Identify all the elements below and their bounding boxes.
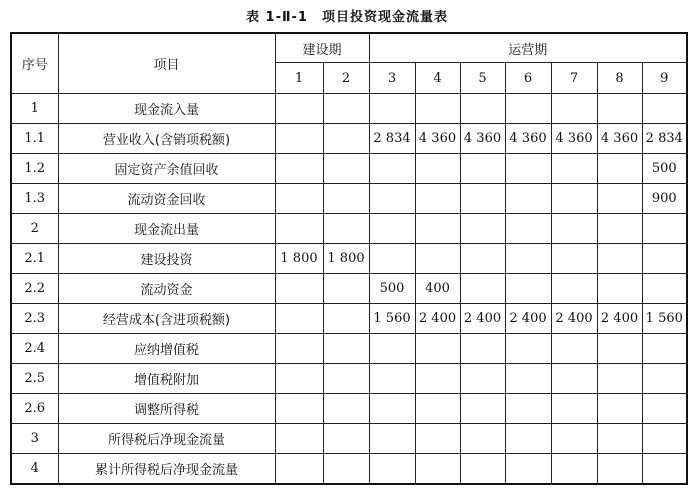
cell-value: [275, 334, 323, 364]
row-number: 1.1: [11, 124, 58, 154]
row-number: 1: [11, 94, 58, 124]
table-row: [11, 184, 687, 214]
cell-value: [597, 364, 642, 394]
cell-value: [460, 94, 505, 124]
row-number: 2: [11, 214, 58, 244]
cell-value: [551, 454, 597, 485]
cell-value: [275, 394, 323, 424]
cell-value: [505, 364, 551, 394]
cell-value: [369, 364, 415, 394]
cell-value: [642, 424, 687, 454]
cell-value: [275, 154, 323, 184]
cell-value: [275, 184, 323, 214]
table-row: [11, 394, 687, 424]
header-year: 6: [505, 63, 551, 94]
cell-value: 4 360: [505, 124, 551, 154]
row-item-name: 经营成本(含进项税额): [58, 304, 275, 334]
cell-value: 900: [642, 184, 687, 214]
header-year: 3: [369, 63, 415, 94]
row-number: 1.2: [11, 154, 58, 184]
header-construction-period: 建设期: [275, 33, 369, 63]
cell-value: [369, 394, 415, 424]
cell-value: [460, 334, 505, 364]
cell-value: [369, 244, 415, 274]
cell-value: [597, 424, 642, 454]
cell-value: [460, 364, 505, 394]
row-item-name: 累计所得税后净现金流量: [58, 454, 275, 485]
header-year: 4: [415, 63, 460, 94]
cell-value: [415, 94, 460, 124]
row-item-name: 固定资产余值回收: [58, 154, 275, 184]
row-number: 4: [11, 454, 58, 485]
row-item-name: 现金流入量: [58, 94, 275, 124]
cell-value: [551, 94, 597, 124]
cell-value: [505, 424, 551, 454]
cell-value: [597, 334, 642, 364]
cell-value: [460, 394, 505, 424]
cell-value: [369, 154, 415, 184]
cell-value: 2 834: [642, 124, 687, 154]
cell-value: [460, 244, 505, 274]
header-year: 8: [597, 63, 642, 94]
cell-value: [551, 274, 597, 304]
header-year: 7: [551, 63, 597, 94]
cell-value: [597, 94, 642, 124]
cell-value: [369, 214, 415, 244]
table-row: [11, 244, 687, 274]
header-year: 2: [323, 63, 369, 94]
table-row: [11, 94, 687, 124]
table-row: [11, 154, 687, 184]
cell-value: [551, 334, 597, 364]
cell-value: [505, 454, 551, 485]
cell-value: [415, 214, 460, 244]
cell-value: [323, 454, 369, 485]
cell-value: [323, 94, 369, 124]
cell-value: [597, 184, 642, 214]
cell-value: [642, 214, 687, 244]
row-item-name: 所得税后净现金流量: [58, 424, 275, 454]
cell-value: [275, 274, 323, 304]
row-number: 2.2: [11, 274, 58, 304]
cell-value: [597, 154, 642, 184]
cell-value: [415, 424, 460, 454]
row-item-name: 流动资金回收: [58, 184, 275, 214]
cell-value: [551, 364, 597, 394]
cell-value: [275, 304, 323, 334]
table-row: [11, 334, 687, 364]
cell-value: [505, 394, 551, 424]
cell-value: [460, 154, 505, 184]
cell-value: [597, 274, 642, 304]
cell-value: [275, 214, 323, 244]
cell-value: 2 400: [460, 304, 505, 334]
cell-value: 4 360: [551, 124, 597, 154]
cell-value: [323, 154, 369, 184]
cell-value: [323, 304, 369, 334]
row-item-name: 应纳增值税: [58, 334, 275, 364]
cell-value: [460, 214, 505, 244]
table-row: [11, 124, 687, 154]
header-year: 5: [460, 63, 505, 94]
row-number: 2.6: [11, 394, 58, 424]
cell-value: [597, 214, 642, 244]
cell-value: 4 360: [415, 124, 460, 154]
cell-value: [460, 454, 505, 485]
cell-value: [505, 334, 551, 364]
cell-value: 1 800: [323, 244, 369, 274]
cell-value: [505, 274, 551, 304]
cell-value: [551, 394, 597, 424]
header-item: 项目: [58, 33, 275, 94]
row-number: 2.4: [11, 334, 58, 364]
cell-value: [415, 364, 460, 394]
cell-value: 2 400: [597, 304, 642, 334]
header-year: 1: [275, 63, 323, 94]
cell-value: [460, 424, 505, 454]
cell-value: [323, 274, 369, 304]
cell-value: [642, 454, 687, 485]
header-year: 9: [642, 63, 687, 94]
cell-value: [505, 94, 551, 124]
row-number: 3: [11, 424, 58, 454]
cell-value: [415, 184, 460, 214]
cell-value: [323, 394, 369, 424]
cell-value: 400: [415, 274, 460, 304]
row-item-name: 现金流出量: [58, 214, 275, 244]
cell-value: [323, 214, 369, 244]
table-title: 表 1-Ⅱ-1 项目投资现金流量表: [246, 10, 448, 25]
cell-value: 2 400: [415, 304, 460, 334]
cell-value: [642, 274, 687, 304]
cell-value: [323, 184, 369, 214]
cell-value: [551, 154, 597, 184]
cell-value: [275, 424, 323, 454]
table-row: [11, 214, 687, 244]
cell-value: [642, 94, 687, 124]
cell-value: [505, 184, 551, 214]
cell-value: [505, 154, 551, 184]
cell-value: [275, 124, 323, 154]
cell-value: [551, 214, 597, 244]
table-row: [11, 274, 687, 304]
cash-flow-table: [10, 32, 688, 485]
cell-value: 1 560: [369, 304, 415, 334]
cell-value: [369, 184, 415, 214]
header-operation-period: 运营期: [369, 33, 687, 63]
cell-value: 2 834: [369, 124, 415, 154]
cell-value: 500: [642, 154, 687, 184]
cell-value: [460, 274, 505, 304]
cell-value: [642, 244, 687, 274]
cell-value: [323, 364, 369, 394]
cell-value: [551, 244, 597, 274]
cell-value: [597, 244, 642, 274]
row-item-name: 调整所得税: [58, 394, 275, 424]
row-number: 1.3: [11, 184, 58, 214]
row-item-name: 建设投资: [58, 244, 275, 274]
header-no: 序号: [11, 33, 58, 94]
cell-value: [323, 124, 369, 154]
cell-value: [369, 334, 415, 364]
cell-value: [323, 424, 369, 454]
cell-value: [369, 424, 415, 454]
cell-value: [505, 244, 551, 274]
cell-value: 1 560: [642, 304, 687, 334]
cell-value: [597, 394, 642, 424]
cell-value: [415, 244, 460, 274]
cell-value: [415, 394, 460, 424]
table-row: [11, 424, 687, 454]
cell-value: [275, 94, 323, 124]
table-row: [11, 364, 687, 394]
cell-value: [369, 454, 415, 485]
cell-value: [597, 454, 642, 485]
cell-value: 4 360: [597, 124, 642, 154]
row-number: 2.3: [11, 304, 58, 334]
cell-value: 4 360: [460, 124, 505, 154]
row-item-name: 流动资金: [58, 274, 275, 304]
row-item-name: 增值税附加: [58, 364, 275, 394]
cell-value: [415, 454, 460, 485]
cell-value: [505, 214, 551, 244]
row-number: 2.1: [11, 244, 58, 274]
cell-value: 2 400: [551, 304, 597, 334]
cell-value: [642, 364, 687, 394]
cell-value: [460, 184, 505, 214]
cell-value: 2 400: [505, 304, 551, 334]
table-row: [11, 454, 687, 485]
cell-value: 1 800: [275, 244, 323, 274]
cell-value: [551, 424, 597, 454]
cell-value: [323, 334, 369, 364]
cell-value: [551, 184, 597, 214]
cell-value: [642, 334, 687, 364]
table-header: [11, 33, 687, 94]
cell-value: [369, 94, 415, 124]
cell-value: [275, 364, 323, 394]
table-body: [11, 94, 687, 485]
table-row: [11, 304, 687, 334]
row-number: 2.5: [11, 364, 58, 394]
row-item-name: 营业收入(含销项税额): [58, 124, 275, 154]
cell-value: 500: [369, 274, 415, 304]
cell-value: [415, 334, 460, 364]
cell-value: [275, 454, 323, 485]
cell-value: [415, 154, 460, 184]
cell-value: [642, 394, 687, 424]
